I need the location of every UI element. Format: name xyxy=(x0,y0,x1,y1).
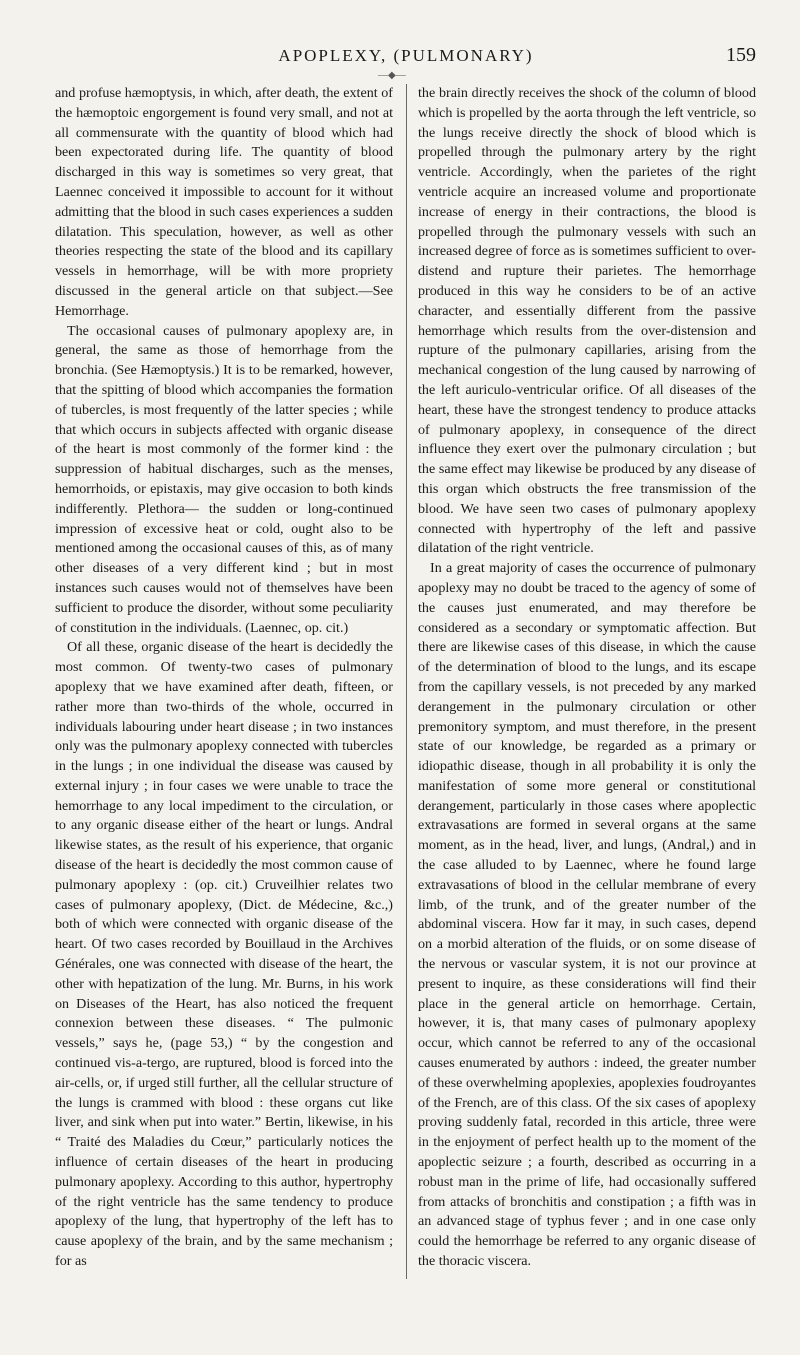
paragraph: In a great majority of cases the occurrence of pulmonary apoplexy may no doubt be traced to the agency of some of the causes just enumerated, and may therefore be considered as a secondary or symptomatic affection. But there are likewise cases of this disease, in which the cause of the determination of blood to the lungs, and its escape from the capillary vessels, is not preceded by any marked derangement in the pulmonary circulation or other premonitory symptom, and must therefore, in the present state of our knowledge, be regarded as a primary or idiopathic disease, though in all probability it is only the manifestation of some more general or constitutional derangement, particularly in those cases where apoplectic extravasations are formed in several organs at the same moment, as in the head, liver, and lungs, (Andral,) and in the case alluded to by Laennec, where he found large extravasations of blood in the cellular membrane of every limb, of the trunk, and of the greater number of the abdominal viscera. How far it may, in such cases, depend on a morbid alteration of the fluids, or on some disease of the nervous or vascular system, it is not our province at present to inquire, as these considerations will find their place in the general article on hemorrhage. Certain, however, it is, that many cases of pulmonary apoplexy occur, which cannot be referred to any of the occasional causes enumerated by authors : indeed, the greater number of these overwhelming apoplexies, apoplexies foudroyantes of the French, are of this class. Of the six cases of apoplexy proving suddenly fatal, recorded in this article, three were in the enjoyment of perfect health up to the moment of the apoplectic seizure ; a fourth, described as occurring in a robust man in the prime of life, had occasionally suffered from attacks of bronchitis and constipation ; a fifth was in an advanced stage of typhus fever ; and in one case only could the hemorrhage be referred to any organic disease of the thoracic viscera. xyxy=(418,560,756,1270)
paragraph: The occasional causes of pulmonary apoplexy are, in general, the same as those of hemorrhage from the bronchia. (See Hæmoptysis.) It is to be remarked, however, that the spitting of blood which accompanies the formation of tubercles, is most frequently of the latter species ; while that which occurs in subjects affected with organic disease of the heart is most commonly of the former kind : the suppression of habitual discharges, such as the menses, hemorrhoids, or epistaxis, may give occasion to both kinds indifferently. Plethora— the sudden or long-continued impression of excessive heat or cold, ought also to be mentioned among the occasional causes of this, as of many other diseases of a very different kind ; but in most instances such causes would not of themselves have been sufficient to produce the disorder, without some peculiarity of constitution in the individuals. (Laennec, op. cit.) xyxy=(55,322,393,636)
running-head: APOPLEXY, (PULMONARY) xyxy=(278,46,534,65)
page-header xyxy=(56,44,756,70)
right-column xyxy=(418,84,756,1272)
header-ornament: —◆— xyxy=(378,70,406,81)
text-columns xyxy=(55,84,756,1314)
left-column xyxy=(55,84,393,1272)
paragraph: Of all these, organic disease of the heart is decidedly the most common. Of twenty-two cases of pulmonary apoplexy that we have examined after death, fifteen, or rather more than two-thirds of the whole, occurred in individuals labouring under heart disease ; in two instances only was the pulmonary apoplexy connected with tubercles in the lungs ; in one individual the disease was caused by external injury ; in four cases we were unable to trace the hemorrhage to any local impediment to the circulation, or to any organic disease either of the heart or lungs. Andral likewise states, as the result of his experience, that organic disease of the heart is decidedly the most common cause of pulmonary apoplexy : (op. cit.) Cruveilhier relates two cases of pulmonary apoplexy, (Dict. de Médecine, &c.,) both of which were connected with organic disease of the heart. Of two cases recorded by Bouillaud in the Archives Générales, one was connected with disease of the heart, the other with hepatization of the lung. Mr. Burns, in his work on Diseases of the Heart, has also noticed the frequent connexion between these diseases. “ The pulmonic vessels,” says he, (page 53,) “ by the congestion and continued vis-a-tergo, are ruptured, blood is forced into the air-cells, or, if urged still further, all the cellular structure of the lungs is crammed with blood : these organs cut like liver, and sink when put into water.” Bertin, likewise, in his “ Traité des Maladies du Cœur,” particularly notices the influence of certain diseases of the heart in producing pulmonary apoplexy. According to this author, hypertrophy of the right ventricle has the same tendency to produce apoplexy of the lung, that hypertrophy of the left has to cause apoplexy of the brain, and by the same mechanism ; for as xyxy=(55,639,393,1270)
paragraph: and profuse hæmoptysis, in which, after death, the extent of the hæmoptoic engorgement is found very small, and not at all commensurate with the quantity of blood which had been expectorated during life. The quantity of blood discharged in this way is sometimes so very great, that Laennec conceived it impossible to account for it without admitting that the blood in such cases experiences a sudden dilatation. This speculation, however, as well as other theories respecting the state of the blood and its capillary vessels in hemorrhage, will be with more propriety discussed in the general article on that subject.—See Hemorrhage. xyxy=(55,85,393,319)
paragraph: the brain directly receives the shock of the column of blood which is propelled by the aorta through the left ventricle, so the lungs receive directly the shock of blood which is propelled through the pulmonary artery by the right ventricle. Accordingly, when the parietes of the right ventricle acquire an increased volume and proportionate increase of energy in their contractions, the blood is propelled through the pulmonary vessels with such an increased degree of force as is sometimes sufficient to over-distend and rupture their parietes. The hemorrhage produced in this way he considers to be of an active character, and essentially different from the passive hemorrhage which results from the over-distension and rupture of the pulmonary capillaries, arising from the mechanical congestion of the lung caused by narrowing of the left auriculo-ventricular orifice. Of all diseases of the heart, these have the strongest tendency to produce attacks of pulmonary apoplexy, in consequence of the direct influence they exert over the pulmonary circulation ; but the same effect may likewise be produced by any disease of this organ which obstructs the free transmission of the blood. We have seen two cases of pulmonary apoplexy connected with hypertrophy of the left and passive dilatation of the right ventricle. xyxy=(418,85,756,557)
column-divider xyxy=(406,84,407,1279)
page-number: 159 xyxy=(726,44,756,66)
